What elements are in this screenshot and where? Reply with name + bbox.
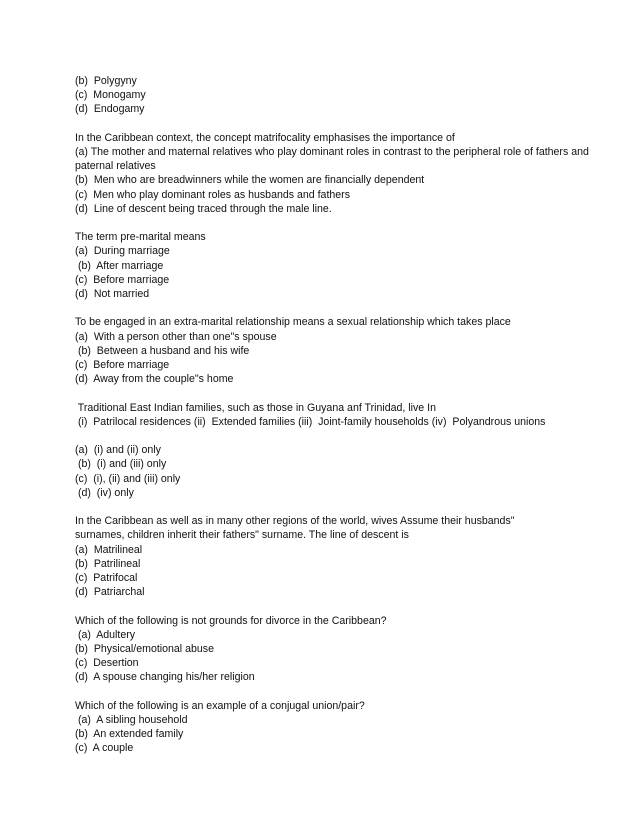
option-line: (b) Between a husband and his wife [75,344,250,357]
option-line: (c) Patrifocal [75,572,138,585]
option-line: (d) (iv) only [75,486,134,499]
option-line: (c) Before marriage [75,359,170,372]
option-line: (a) The mother and maternal relatives who play dominant roles in contrast to the peripheral role of fathers and paternal relatives [75,146,589,173]
question-text: To be engaged in an extra-marital relationship means a sexual relationship which takes place [75,316,511,329]
question-text: In the Caribbean context, the concept matrifocality emphasises the importance of [75,131,455,144]
option-line: (a) (i) and (ii) only [75,444,161,457]
option-line: (c) Men who play dominant roles as husbands and fathers [75,188,350,201]
option-line: (d) Away from the couple"s home [75,373,234,386]
question-block-7 [75,614,598,685]
question-text: Which of the following is an example of a conjugal union/pair? [75,699,365,712]
question-block-3 [75,230,598,301]
question-text: surnames, children inherit their fathers" surname. The line of descent is [75,529,409,542]
option-line: (d) Line of descent being traced through the male line. [75,202,332,215]
option-line: (a) With a person other than one"s spouse [75,330,277,343]
option-line: (c) Desertion [75,657,139,670]
question-block-8 [75,699,598,756]
question-text: In the Caribbean as well as in many other regions of the world, wives Assume their husbands" [75,515,515,528]
option-line: (a) A sibling household [75,714,188,727]
option-line: (b) (i) and (iii) only [75,458,167,471]
option-line: (d) A spouse changing his/her religion [75,671,255,684]
question-block-6 [75,514,598,599]
option-line: (b) Men who are breadwinners while the women are financially dependent [75,174,425,187]
option-line: (d) Endogamy [75,103,145,116]
option-line: (a) Adultery [75,628,136,641]
option-line: (c) Before marriage [75,273,170,286]
question-block-2 [75,131,598,216]
option-line: (b) After marriage [75,259,164,272]
option-line: (a) During marriage [75,245,170,258]
question-block-5-options [75,443,598,500]
option-line: (a) Matrilineal [75,543,143,556]
question-text: The term pre-marital means [75,231,206,244]
option-line: (c) Monogamy [75,89,146,102]
question-block-5 [75,401,598,429]
option-line: (b) Physical/emotional abuse [75,643,214,656]
option-line: (b) Patrilineal [75,557,141,570]
option-line: (c) A couple [75,742,134,755]
question-text: Which of the following is not grounds for divorce in the Caribbean? [75,614,387,627]
option-line: (d) Not married [75,288,150,301]
statement-list: (i) Patrilocal residences (ii) Extended families (iii) Joint-family households (iv) Polyandrous unions [75,415,546,428]
option-line: (b) An extended family [75,728,184,741]
question-text: Traditional East Indian families, such as those in Guyana anf Trinidad, live In [75,401,436,414]
question-block-4 [75,315,598,386]
option-line: (d) Patriarchal [75,586,145,599]
option-line: (c) (i), (ii) and (iii) only [75,472,181,485]
option-line: (b) Polygyny [75,75,137,87]
question-block-1 [75,74,598,117]
